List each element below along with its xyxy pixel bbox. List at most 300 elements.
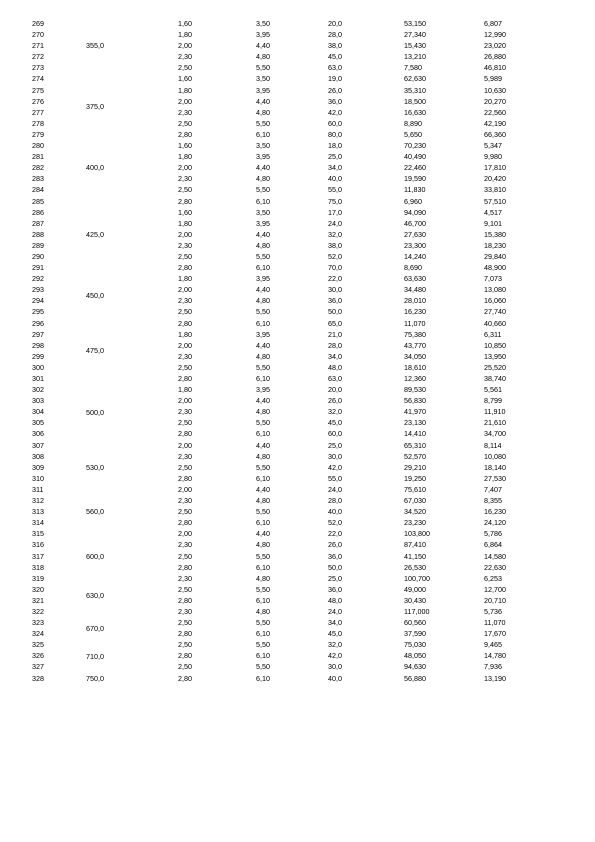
value-col6: 8,355 (484, 496, 502, 506)
width-value: 6,10 (256, 562, 270, 572)
table-row (0, 395, 595, 406)
value-col6: 20,270 (484, 96, 506, 106)
thickness-value: 1,80 (178, 329, 192, 339)
table-row (0, 428, 595, 439)
value-col6: 11,910 (484, 407, 506, 417)
value-col6: 10,080 (484, 451, 506, 461)
thickness-value: 2,00 (178, 340, 192, 350)
row-number: 310 (32, 473, 44, 483)
table-row (0, 129, 595, 140)
value-col6: 42,190 (484, 118, 506, 128)
value-col6: 8,114 (484, 440, 502, 450)
pressure-value: 36,0 (328, 96, 342, 106)
thickness-value: 2,30 (178, 107, 192, 117)
value-col6: 26,880 (484, 52, 506, 62)
group-label: 530,0 (86, 463, 104, 472)
pressure-value: 42,0 (328, 651, 342, 661)
thickness-value: 2,80 (178, 129, 192, 139)
value-col6: 17,670 (484, 629, 506, 639)
table-row (0, 173, 595, 184)
value-col6: 5,561 (484, 385, 502, 395)
row-number: 324 (32, 629, 44, 639)
width-value: 5,50 (256, 362, 270, 372)
group-label: 630,0 (86, 590, 104, 600)
thickness-value: 2,50 (178, 618, 192, 628)
thickness-value: 2,80 (178, 374, 192, 383)
value-col5: 70,230 (404, 141, 426, 151)
pressure-value: 22,0 (328, 274, 342, 284)
row-number: 313 (32, 507, 44, 517)
value-col5: 37,590 (404, 629, 426, 639)
pressure-value: 34,0 (328, 618, 342, 628)
table-row (0, 240, 595, 251)
row-number: 308 (32, 451, 44, 461)
row-number: 307 (32, 440, 44, 450)
group-label: 710,0 (86, 651, 104, 661)
value-col6: 13,080 (484, 285, 506, 295)
value-col5: 48,050 (404, 651, 426, 661)
pressure-value: 50,0 (328, 562, 342, 572)
row-number: 291 (32, 263, 44, 273)
table-row (0, 273, 595, 284)
thickness-value: 2,50 (178, 185, 192, 195)
value-col6: 66,360 (484, 129, 506, 139)
pressure-value: 22,0 (328, 529, 342, 539)
width-value: 6,10 (256, 673, 270, 683)
thickness-value: 2,80 (178, 595, 192, 605)
value-col5: 7,580 (404, 63, 422, 73)
width-value: 4,80 (256, 407, 270, 417)
value-col6: 27,530 (484, 473, 506, 483)
width-value: 6,10 (256, 263, 270, 273)
value-col5: 8,690 (404, 263, 422, 273)
value-col5: 8,890 (404, 118, 422, 128)
pressure-value: 28,0 (328, 30, 342, 40)
width-value: 6,10 (256, 629, 270, 639)
table-row (0, 29, 595, 40)
width-value: 3,95 (256, 218, 270, 228)
row-number: 316 (32, 540, 44, 550)
pressure-value: 25,0 (328, 440, 342, 450)
width-value: 4,80 (256, 52, 270, 62)
row-number: 274 (32, 74, 44, 84)
row-number: 314 (32, 518, 44, 528)
row-number: 288 (32, 229, 44, 239)
value-col6: 14,780 (484, 651, 506, 661)
thickness-value: 2,00 (178, 163, 192, 173)
thickness-value: 2,00 (178, 440, 192, 450)
table-row (0, 151, 595, 162)
width-value: 4,40 (256, 484, 270, 494)
pressure-value: 55,0 (328, 185, 342, 195)
value-col6: 9,465 (484, 640, 502, 650)
row-number: 301 (32, 374, 44, 383)
table-row (0, 484, 595, 495)
row-number: 298 (32, 340, 44, 350)
pressure-value: 55,0 (328, 473, 342, 483)
table-row (0, 451, 595, 462)
row-number: 300 (32, 362, 44, 372)
thickness-value: 2,30 (178, 407, 192, 417)
table-row (0, 262, 595, 273)
pressure-value: 24,0 (328, 484, 342, 494)
group-label: 400,0 (86, 163, 104, 173)
pressure-value: 32,0 (328, 640, 342, 650)
pressure-value: 28,0 (328, 340, 342, 350)
table-row (0, 562, 595, 573)
width-value: 3,95 (256, 30, 270, 40)
table-row (0, 184, 595, 195)
width-value: 6,10 (256, 129, 270, 139)
width-value: 3,95 (256, 85, 270, 95)
row-number: 285 (32, 196, 44, 206)
value-col6: 8,799 (484, 396, 502, 406)
table-row (0, 539, 595, 550)
pressure-value: 63,0 (328, 63, 342, 73)
width-value: 3,50 (256, 207, 270, 217)
row-number: 302 (32, 385, 44, 395)
value-col5: 34,050 (404, 351, 426, 361)
row-number: 306 (32, 429, 44, 439)
thickness-value: 1,80 (178, 274, 192, 284)
value-col6: 33,810 (484, 185, 506, 195)
thickness-value: 2,00 (178, 396, 192, 406)
value-col5: 75,610 (404, 484, 426, 494)
value-col5: 23,300 (404, 240, 426, 250)
thickness-value: 2,80 (178, 651, 192, 661)
pressure-value: 60,0 (328, 118, 342, 128)
pressure-value: 32,0 (328, 229, 342, 239)
value-col5: 75,380 (404, 329, 426, 339)
row-number: 269 (32, 19, 44, 28)
row-number: 312 (32, 496, 44, 506)
thickness-value: 2,80 (178, 673, 192, 683)
row-number: 309 (32, 462, 44, 472)
value-col6: 17,810 (484, 163, 506, 173)
value-col5: 49,000 (404, 584, 426, 594)
thickness-value: 1,80 (178, 85, 192, 95)
value-col5: 18,610 (404, 362, 426, 372)
row-number: 295 (32, 307, 44, 317)
pressure-value: 19,0 (328, 74, 342, 84)
row-number: 303 (32, 396, 44, 406)
width-value: 4,80 (256, 107, 270, 117)
value-col6: 10,630 (484, 85, 506, 95)
value-col5: 43,770 (404, 340, 426, 350)
value-col6: 22,630 (484, 562, 506, 572)
group-label: 750,0 (86, 673, 104, 683)
width-value: 6,10 (256, 318, 270, 328)
value-col6: 5,989 (484, 74, 502, 84)
table-row (0, 251, 595, 262)
thickness-value: 2,80 (178, 473, 192, 483)
width-value: 4,80 (256, 351, 270, 361)
row-number: 317 (32, 551, 44, 561)
width-value: 5,50 (256, 584, 270, 594)
pressure-value: 45,0 (328, 52, 342, 62)
value-col6: 21,610 (484, 418, 506, 428)
row-number: 323 (32, 618, 44, 628)
value-col5: 56,880 (404, 673, 426, 683)
value-col5: 34,520 (404, 507, 426, 517)
value-col5: 6,960 (404, 196, 422, 206)
value-col6: 22,560 (484, 107, 506, 117)
width-value: 6,10 (256, 196, 270, 206)
row-number: 326 (32, 651, 44, 661)
value-col6: 40,660 (484, 318, 506, 328)
pressure-value: 70,0 (328, 263, 342, 273)
value-col5: 27,340 (404, 30, 426, 40)
thickness-value: 2,00 (178, 41, 192, 51)
thickness-value: 2,50 (178, 662, 192, 672)
pressure-value: 50,0 (328, 307, 342, 317)
row-number: 276 (32, 96, 44, 106)
value-col5: 34,480 (404, 285, 426, 295)
value-col5: 65,310 (404, 440, 426, 450)
thickness-value: 2,30 (178, 351, 192, 361)
thickness-value: 2,00 (178, 229, 192, 239)
value-col5: 46,700 (404, 218, 426, 228)
row-number: 320 (32, 584, 44, 594)
pressure-value: 80,0 (328, 129, 342, 139)
value-col5: 26,530 (404, 562, 426, 572)
width-value: 4,40 (256, 529, 270, 539)
pressure-value: 38,0 (328, 240, 342, 250)
value-col5: 94,090 (404, 207, 426, 217)
width-value: 3,95 (256, 329, 270, 339)
table-row (0, 306, 595, 317)
value-col5: 14,240 (404, 251, 426, 261)
row-number: 270 (32, 30, 44, 40)
pressure-value: 42,0 (328, 462, 342, 472)
value-col6: 7,936 (484, 662, 502, 672)
thickness-value: 2,80 (178, 196, 192, 206)
row-number: 279 (32, 129, 44, 139)
value-col5: 12,360 (404, 374, 426, 383)
row-number: 283 (32, 174, 44, 184)
value-col6: 12,990 (484, 30, 506, 40)
table-row (0, 473, 595, 484)
width-value: 4,80 (256, 496, 270, 506)
group-label: 500,0 (86, 407, 104, 417)
table-row (0, 196, 595, 207)
row-number: 271 (32, 41, 44, 51)
table-row (0, 661, 595, 672)
width-value: 5,50 (256, 307, 270, 317)
pressure-value: 32,0 (328, 407, 342, 417)
table-row (0, 18, 595, 29)
table-row (0, 495, 595, 506)
value-col5: 14,410 (404, 429, 426, 439)
pressure-value: 45,0 (328, 418, 342, 428)
table-row (0, 118, 595, 129)
thickness-value: 2,50 (178, 507, 192, 517)
table-row (0, 62, 595, 73)
thickness-value: 2,30 (178, 52, 192, 62)
width-value: 5,50 (256, 640, 270, 650)
row-number: 294 (32, 296, 44, 306)
thickness-value: 2,50 (178, 584, 192, 594)
pressure-value: 30,0 (328, 662, 342, 672)
table-row (0, 639, 595, 650)
value-col5: 16,630 (404, 107, 426, 117)
width-value: 5,50 (256, 418, 270, 428)
value-col5: 23,230 (404, 518, 426, 528)
group-label: 355,0 (86, 41, 104, 51)
group-label: 670,0 (86, 623, 104, 633)
thickness-value: 2,30 (178, 240, 192, 250)
value-col6: 48,900 (484, 263, 506, 273)
value-col6: 16,060 (484, 296, 506, 306)
table-row (0, 318, 595, 329)
thickness-value: 1,60 (178, 207, 192, 217)
row-number: 318 (32, 562, 44, 572)
pressure-value: 30,0 (328, 451, 342, 461)
value-col5: 29,210 (404, 462, 426, 472)
row-number: 273 (32, 63, 44, 73)
width-value: 4,40 (256, 440, 270, 450)
value-col5: 41,970 (404, 407, 426, 417)
row-number: 322 (32, 606, 44, 616)
thickness-value: 2,50 (178, 251, 192, 261)
value-col5: 19,250 (404, 473, 426, 483)
value-col5: 19,590 (404, 174, 426, 184)
value-col5: 16,230 (404, 307, 426, 317)
thickness-value: 2,00 (178, 96, 192, 106)
pressure-value: 45,0 (328, 629, 342, 639)
value-col5: 103,800 (404, 529, 430, 539)
value-col6: 9,980 (484, 152, 502, 162)
value-col6: 18,140 (484, 462, 506, 472)
width-value: 3,50 (256, 141, 270, 151)
row-number: 286 (32, 207, 44, 217)
width-value: 4,80 (256, 451, 270, 461)
row-number: 304 (32, 407, 44, 417)
width-value: 4,40 (256, 396, 270, 406)
pressure-value: 75,0 (328, 196, 342, 206)
value-col5: 11,070 (404, 318, 426, 328)
value-col5: 63,630 (404, 274, 426, 284)
pressure-value: 17,0 (328, 207, 342, 217)
pressure-value: 25,0 (328, 573, 342, 583)
value-col6: 12,700 (484, 584, 506, 594)
thickness-value: 2,50 (178, 640, 192, 650)
value-col5: 11,830 (404, 185, 426, 195)
value-col6: 15,380 (484, 229, 506, 239)
value-col5: 52,570 (404, 451, 426, 461)
pressure-value: 34,0 (328, 163, 342, 173)
thickness-value: 2,80 (178, 518, 192, 528)
value-col6: 23,020 (484, 41, 506, 51)
pressure-value: 26,0 (328, 540, 342, 550)
width-value: 5,50 (256, 63, 270, 73)
pressure-value: 40,0 (328, 507, 342, 517)
row-number: 327 (32, 662, 44, 672)
width-value: 5,50 (256, 251, 270, 261)
width-value: 3,50 (256, 74, 270, 84)
value-col5: 53,150 (404, 19, 426, 28)
width-value: 6,10 (256, 374, 270, 383)
thickness-value: 2,80 (178, 629, 192, 639)
value-col5: 94,630 (404, 662, 426, 672)
value-col5: 30,430 (404, 595, 426, 605)
group-label: 450,0 (86, 290, 104, 300)
pressure-value: 52,0 (328, 251, 342, 261)
thickness-value: 2,80 (178, 562, 192, 572)
thickness-value: 2,80 (178, 263, 192, 273)
width-value: 3,50 (256, 19, 270, 28)
pressure-value: 40,0 (328, 174, 342, 184)
row-number: 282 (32, 163, 44, 173)
pressure-value: 34,0 (328, 351, 342, 361)
table-row (0, 362, 595, 373)
value-col6: 18,230 (484, 240, 506, 250)
value-col6: 29,840 (484, 251, 506, 261)
value-col5: 22,460 (404, 163, 426, 173)
value-col6: 25,520 (484, 362, 506, 372)
width-value: 4,40 (256, 229, 270, 239)
row-number: 293 (32, 285, 44, 295)
width-value: 4,40 (256, 340, 270, 350)
table-row (0, 329, 595, 340)
thickness-value: 1,80 (178, 385, 192, 395)
table-row (0, 85, 595, 96)
thickness-value: 1,60 (178, 141, 192, 151)
value-col6: 9,101 (484, 218, 502, 228)
value-col5: 75,030 (404, 640, 426, 650)
pressure-value: 26,0 (328, 396, 342, 406)
value-col6: 13,950 (484, 351, 506, 361)
width-value: 4,40 (256, 41, 270, 51)
value-col5: 87,410 (404, 540, 426, 550)
pressure-value: 25,0 (328, 152, 342, 162)
value-col5: 117,000 (404, 606, 430, 616)
pressure-value: 60,0 (328, 429, 342, 439)
row-number: 284 (32, 185, 44, 195)
value-col6: 27,740 (484, 307, 506, 317)
thickness-value: 2,50 (178, 63, 192, 73)
pressure-value: 21,0 (328, 329, 342, 339)
width-value: 6,10 (256, 651, 270, 661)
value-col5: 67,030 (404, 496, 426, 506)
thickness-value: 2,50 (178, 307, 192, 317)
value-col6: 24,120 (484, 518, 506, 528)
thickness-value: 2,30 (178, 573, 192, 583)
row-number: 311 (32, 484, 44, 494)
row-number: 292 (32, 274, 44, 284)
thickness-value: 2,50 (178, 551, 192, 561)
value-col5: 27,630 (404, 229, 426, 239)
value-col6: 34,700 (484, 429, 506, 439)
width-value: 3,95 (256, 274, 270, 284)
width-value: 5,50 (256, 118, 270, 128)
pressure-value: 48,0 (328, 362, 342, 372)
pressure-value: 30,0 (328, 285, 342, 295)
table-row (0, 373, 595, 384)
pressure-value: 65,0 (328, 318, 342, 328)
value-col6: 6,311 (484, 329, 502, 339)
thickness-value: 2,00 (178, 529, 192, 539)
table-row (0, 207, 595, 218)
thickness-value: 2,80 (178, 318, 192, 328)
thickness-value: 1,80 (178, 218, 192, 228)
pressure-value: 28,0 (328, 496, 342, 506)
thickness-value: 2,50 (178, 418, 192, 428)
table-row (0, 417, 595, 428)
thickness-value: 2,30 (178, 174, 192, 184)
value-col5: 13,210 (404, 52, 426, 62)
table-row (0, 140, 595, 151)
